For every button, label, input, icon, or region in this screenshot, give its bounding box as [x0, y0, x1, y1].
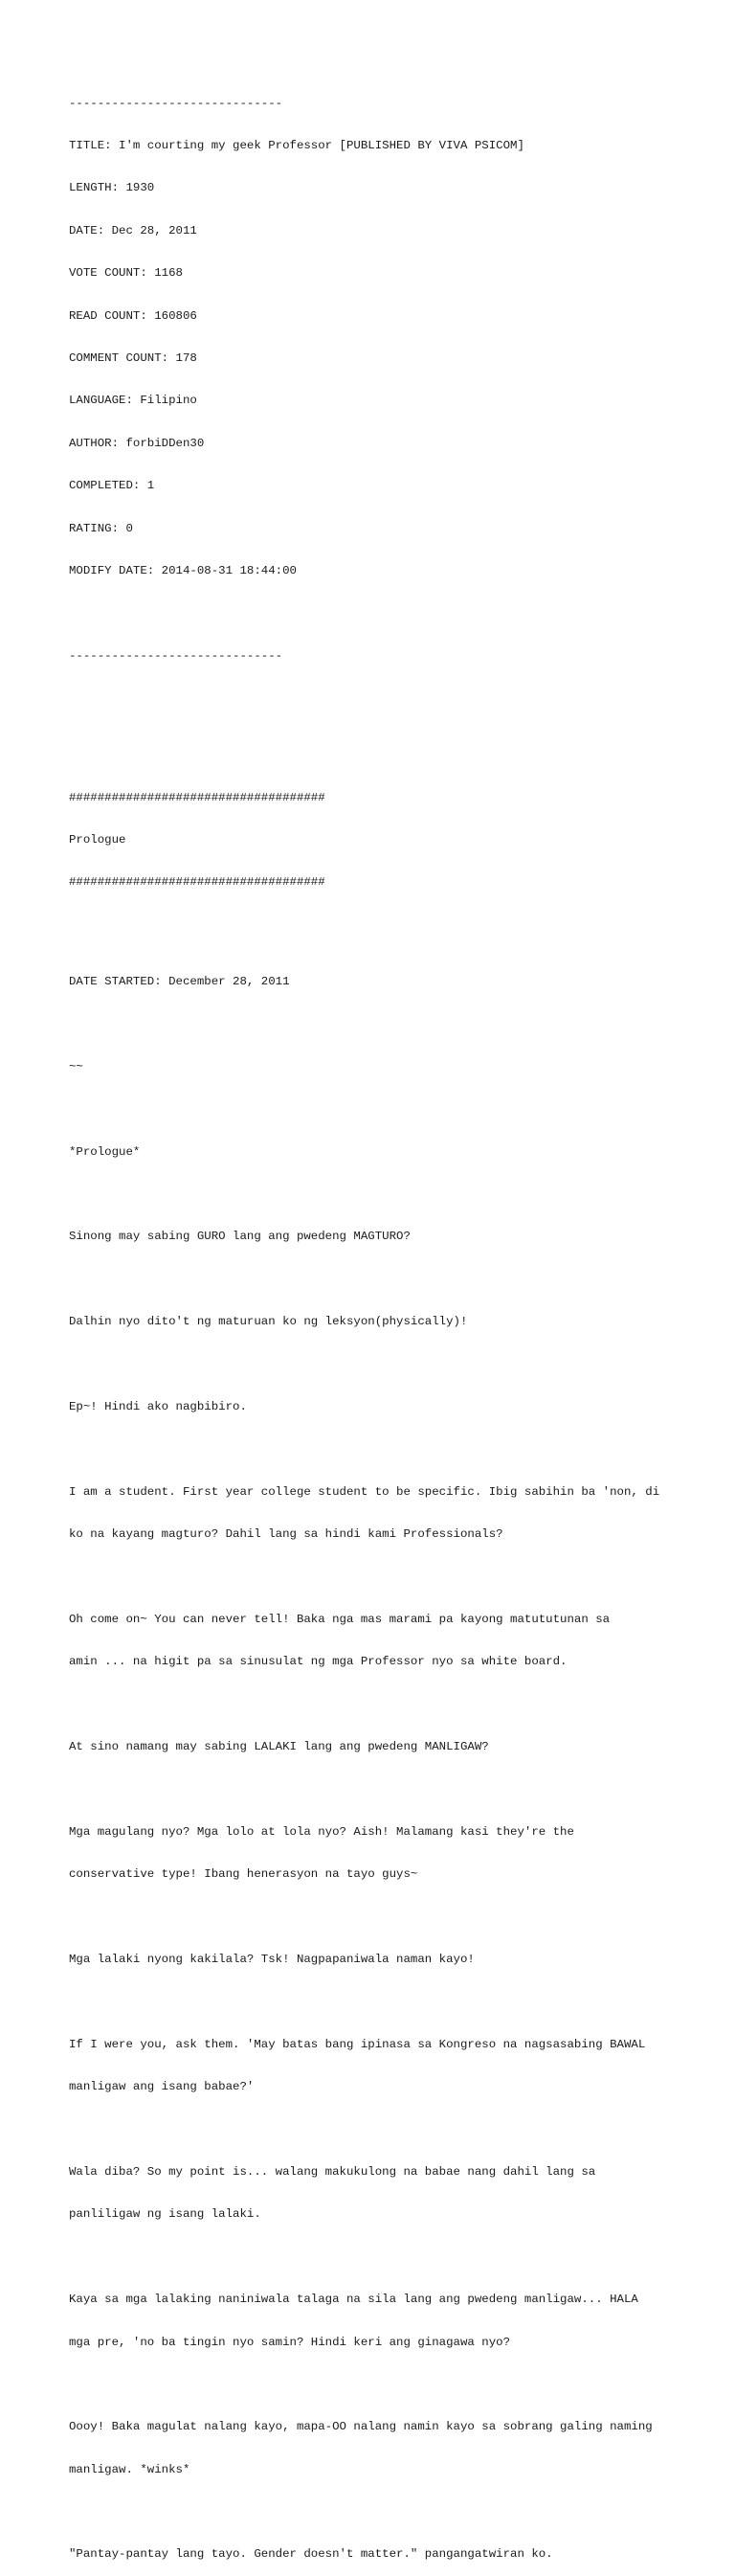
metadata-vote-count: VOTE COUNT: 1168 [69, 266, 183, 281]
paragraph-line: Kaya sa mga lalaking naniniwala talaga na sila lang ang pwedeng manligaw... HALA [69, 2293, 638, 2307]
paragraph: Sinong may sabing GURO lang ang pwedeng MAGTURO? [69, 1230, 411, 1244]
metadata-modify-date: MODIFY DATE: 2014-08-31 18:44:00 [69, 563, 297, 577]
metadata-title: TITLE: I'm courting my geek Professor [PUBLISHED BY VIVA PSICOM] [69, 138, 524, 152]
paragraph: At sino namang may sabing LALAKI lang ang pwedeng MANLIGAW? [69, 1740, 489, 1754]
metadata-rule-bottom: ------------------------------ [69, 648, 283, 663]
paragraph-line: conservative type! Ibang henerasyon na tayo guys~ [69, 1867, 418, 1882]
metadata-author: AUTHOR: forbiDDen30 [69, 436, 205, 450]
paragraph-line: Oh come on~ You can never tell! Baka nga mas marami pa kayong matututunan sa [69, 1612, 611, 1626]
paragraph-line: Oooy! Baka magulat nalang kayo, mapa-OO nalang namin kayo sa sobrang galing naming [69, 2420, 653, 2434]
paragraph: Mga lalaki nyong kakilala? Tsk! Nagpapaniwala naman kayo! [69, 1952, 475, 1966]
paragraph-line: I am a student. First year college student to be specific. Ibig sabihin ba 'non, di [69, 1484, 660, 1499]
chapter-name: Prologue [69, 833, 126, 847]
tilde-separator: ~~ [69, 1059, 83, 1073]
metadata-read-count: READ COUNT: 160806 [69, 308, 197, 323]
metadata-rule-top: ------------------------------ [69, 96, 283, 110]
paragraph-line: panliligaw ng isang lalaki. [69, 2207, 261, 2222]
metadata-length: LENGTH: 1930 [69, 181, 155, 195]
paragraph-line: ko na kayang magturo? Dahil lang sa hindi kami Professionals? [69, 1527, 503, 1542]
paragraph: Ep~! Hindi ako nagbibiro. [69, 1399, 247, 1413]
date-started: DATE STARTED: December 28, 2011 [69, 975, 290, 988]
paragraph-line: Mga magulang nyo? Mga lolo at lola nyo? Aish! Malamang kasi they're the [69, 1824, 574, 1839]
paragraph-line: If I were you, ask them. 'May batas bang ipinasa sa Kongreso na nagsasabing BAWAL [69, 2037, 646, 2051]
paragraph-line: amin ... na higit pa sa sinusulat ng mga Professor nyo sa white board. [69, 1655, 568, 1669]
paragraph-line: manligaw. *winks* [69, 2462, 190, 2476]
document-page [69, 68, 701, 2576]
paragraph: Dalhin nyo dito't ng maturuan ko ng leksyon(physically)! [69, 1315, 468, 1329]
metadata-comment-count: COMMENT COUNT: 178 [69, 350, 197, 365]
metadata-date: DATE: Dec 28, 2011 [69, 223, 197, 237]
metadata-language: LANGUAGE: Filipino [69, 394, 197, 408]
metadata-completed: COMPLETED: 1 [69, 479, 155, 493]
paragraph-line: manligaw ang isang babae?' [69, 2080, 255, 2094]
paragraph-line: Wala diba? So my point is... walang makukulong na babae nang dahil lang sa [69, 2164, 596, 2179]
chapter-hash-top: #################################### [69, 790, 325, 804]
chapter-hash-bottom: #################################### [69, 875, 325, 890]
prologue-heading: *Prologue* [69, 1144, 141, 1159]
paragraph-line: mga pre, 'no ba tingin nyo samin? Hindi keri ang ginagawa nyo? [69, 2335, 511, 2349]
paragraph: "Pantay-pantay lang tayo. Gender doesn't matter." pangangatwiran ko. [69, 2547, 553, 2562]
metadata-rating: RATING: 0 [69, 521, 133, 535]
